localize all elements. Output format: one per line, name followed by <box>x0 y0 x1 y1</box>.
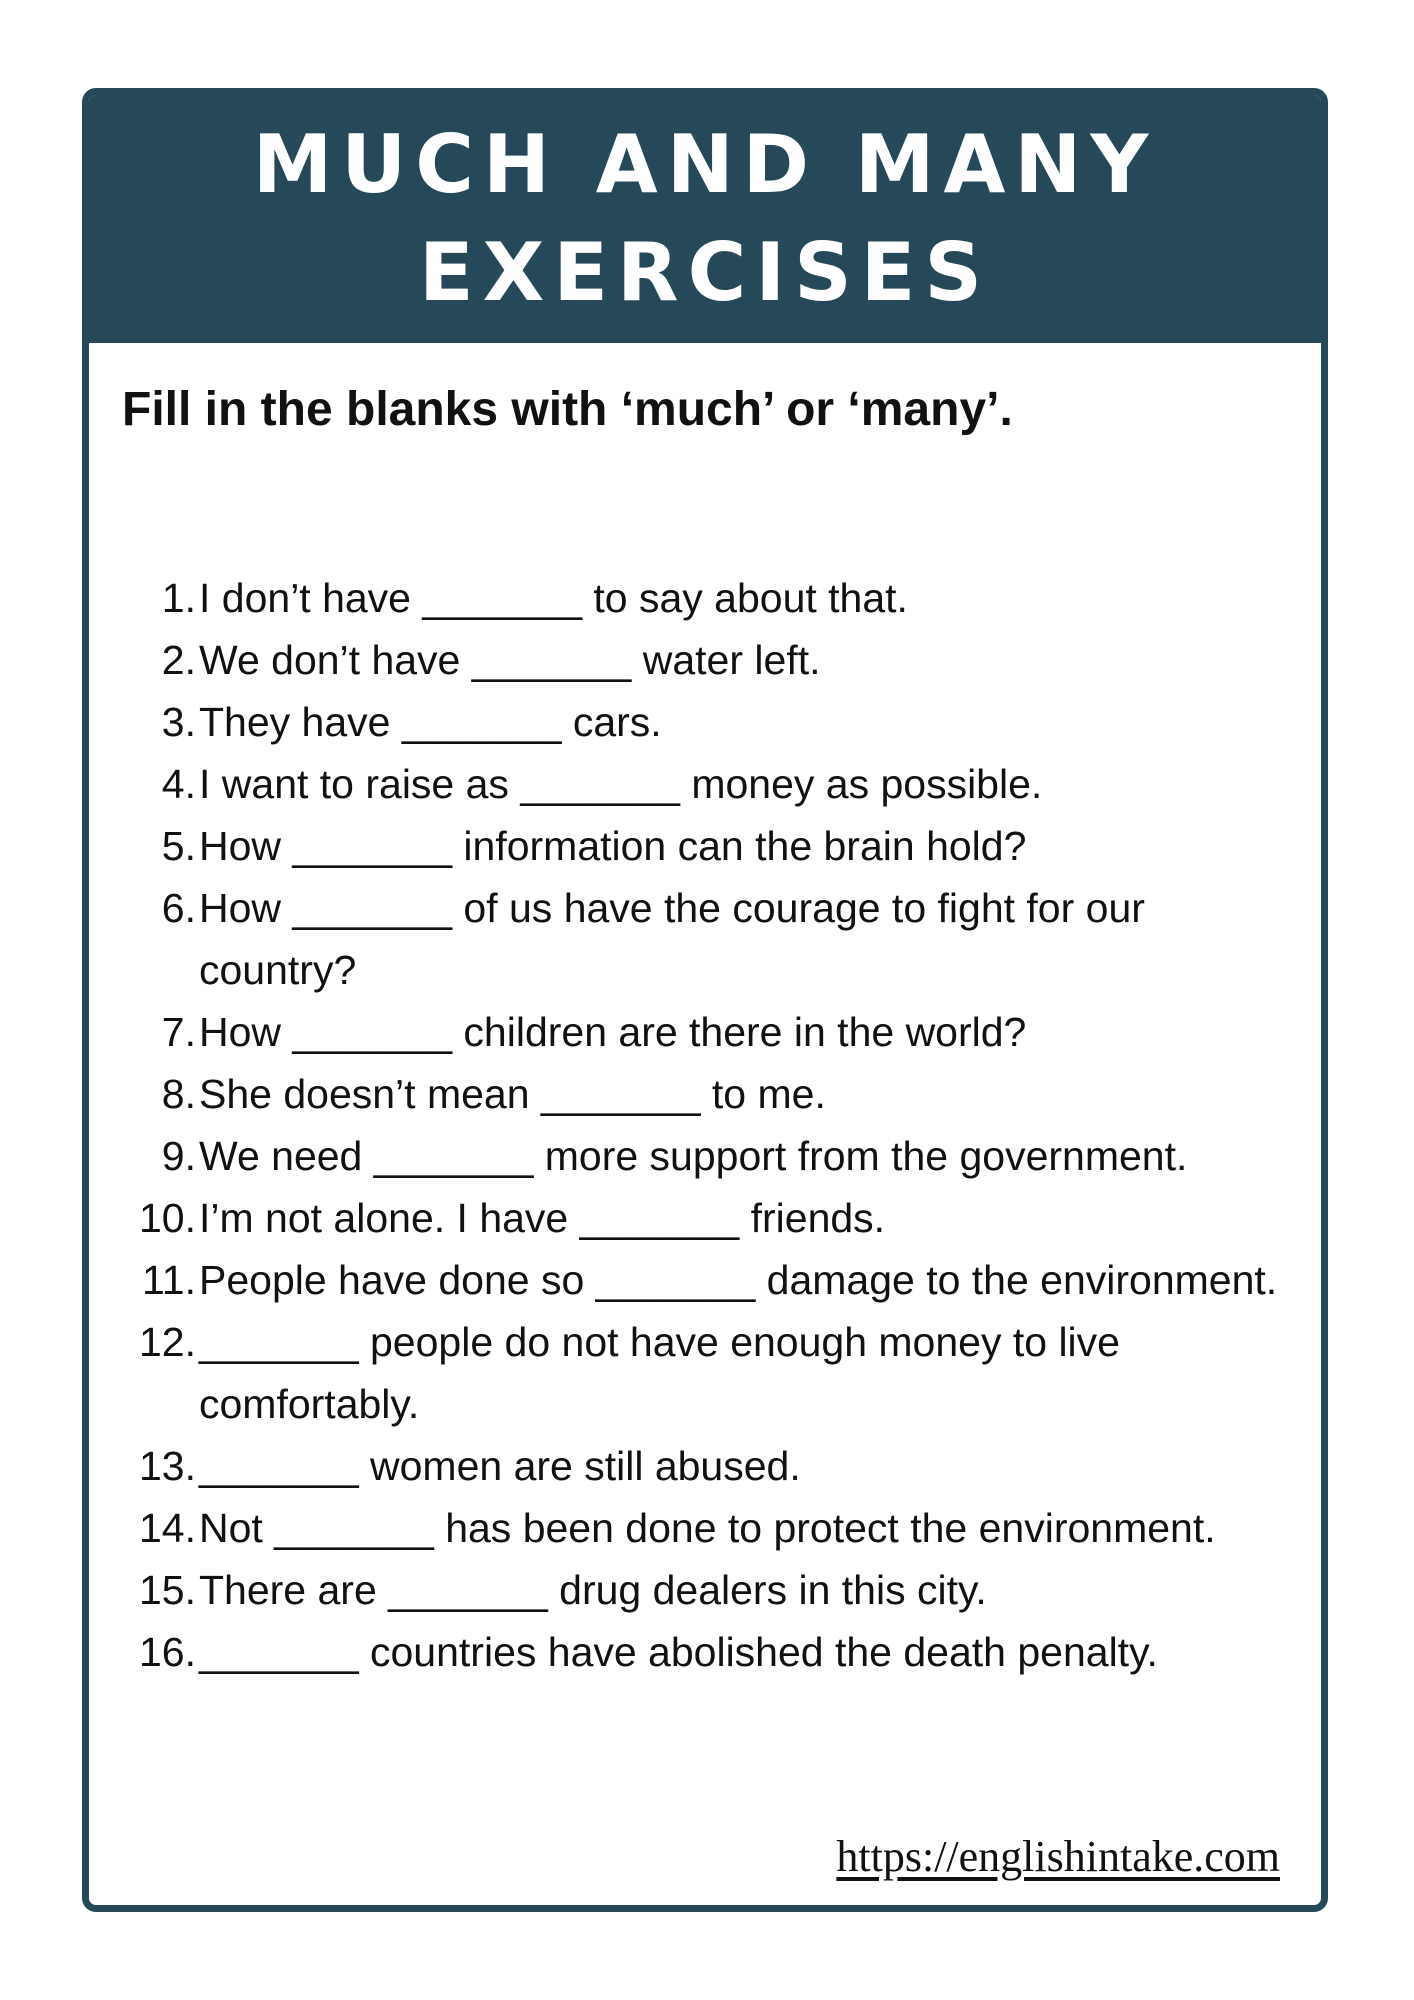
exercise-number: 12. <box>139 1319 196 1365</box>
exercise-item <box>89 1125 1319 1187</box>
exercise-text: I want to raise as _______ money as possible. <box>199 761 1043 807</box>
exercise-text: Not _______ has been done to protect the environment. <box>199 1505 1216 1551</box>
exercise-item <box>89 753 1319 815</box>
exercise-number: 15. <box>139 1567 196 1613</box>
exercise-item <box>89 1001 1319 1063</box>
exercise-text: People have done so _______ damage to the environment. <box>199 1257 1278 1303</box>
exercise-item <box>89 1621 1319 1683</box>
exercise-text: How _______ children are there in the world? <box>199 1009 1027 1055</box>
exercise-item <box>89 1435 1319 1497</box>
exercise-number: 7. <box>161 1009 196 1055</box>
instruction-heading: Fill in the blanks with ‘much’ or ‘many’. <box>122 383 1013 436</box>
exercise-item <box>89 1187 1319 1249</box>
exercise-item <box>89 691 1319 753</box>
source-link[interactable]: https://englishintake.com <box>836 1832 1280 1881</box>
exercise-item <box>89 567 1319 629</box>
exercise-item <box>89 1497 1319 1559</box>
exercise-number: 2. <box>161 637 196 683</box>
exercise-text: She doesn’t mean _______ to me. <box>199 1071 826 1117</box>
exercise-number: 3. <box>161 699 196 745</box>
exercise-text: There are _______ drug dealers in this city. <box>199 1567 987 1613</box>
exercise-number: 14. <box>139 1505 196 1551</box>
exercise-text: I’m not alone. I have _______ friends. <box>199 1195 886 1241</box>
exercise-item <box>89 629 1319 691</box>
exercise-number: 1. <box>161 575 196 621</box>
exercise-number: 4. <box>161 761 196 807</box>
exercise-text: _______ countries have abolished the death penalty. <box>199 1629 1158 1675</box>
exercise-item <box>89 1559 1319 1621</box>
exercise-number: 6. <box>161 885 196 931</box>
exercise-text: _______ people do not have enough money to live comfortably. <box>199 1319 1120 1427</box>
exercise-number: 10. <box>139 1195 196 1241</box>
exercise-item <box>89 1249 1319 1311</box>
exercise-text: I don’t have _______ to say about that. <box>199 575 908 621</box>
exercise-text: They have _______ cars. <box>199 699 662 745</box>
exercise-item <box>89 1311 1319 1435</box>
exercise-item <box>89 815 1319 877</box>
exercise-number: 8. <box>161 1071 196 1117</box>
exercise-number: 13. <box>139 1443 196 1489</box>
exercise-number: 11. <box>142 1257 196 1303</box>
exercise-text: _______ women are still abused. <box>199 1443 801 1489</box>
exercise-number: 5. <box>161 823 196 869</box>
page-title-line-2: EXERCISES <box>419 226 991 319</box>
exercise-text: We need _______ more support from the government. <box>199 1133 1188 1179</box>
exercise-text: How _______ of us have the courage to fight for our country? <box>199 885 1145 993</box>
worksheet-card <box>82 88 1328 1912</box>
title-banner <box>89 95 1321 343</box>
exercise-number: 16. <box>139 1629 196 1675</box>
exercise-item <box>89 1063 1319 1125</box>
exercise-text: How _______ information can the brain hold? <box>199 823 1027 869</box>
exercise-number: 9. <box>161 1133 196 1179</box>
page-title-line-1: MUCH AND MANY <box>252 118 1158 211</box>
exercise-text: We don’t have _______ water left. <box>199 637 821 683</box>
exercise-list <box>89 567 1319 1683</box>
exercise-item <box>89 877 1319 1001</box>
